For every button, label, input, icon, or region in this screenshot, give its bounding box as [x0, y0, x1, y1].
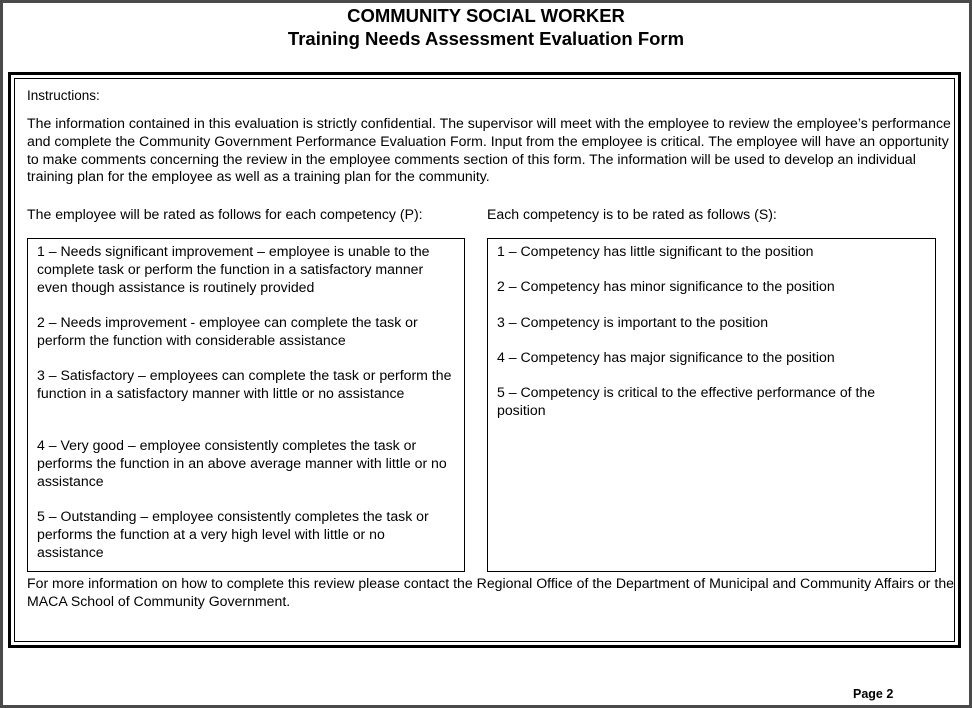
significance-scale-lead: Each competency is to be rated as follows (S):: [487, 206, 777, 222]
instructions-frame: [8, 72, 961, 648]
significance-rating-4: 4 – Competency has major significance to the position: [497, 349, 835, 365]
instructions-label: Instructions:: [27, 88, 100, 103]
significance-rating-box: [487, 238, 936, 572]
page-number: Page 2: [853, 687, 894, 701]
confidentiality-paragraph: The information contained in this evaluation is strictly confidential. The supervisor will meet with the employee to review the employee’s performance and complete the Community Government Performance Evaluation Form. Input from the employee is critical. The employee will have an opportunity to make comments concerning the review in the employee comments section of this form. The information will be used to develop an individual training plan for the employee as well as a training plan for the community.: [27, 115, 951, 185]
instructions-panel: [14, 78, 955, 642]
form-title: COMMUNITY SOCIAL WORKER: [347, 5, 625, 26]
performance-rating-2: 2 – Needs improvement - employee can complete the task or perform the function with considerable assistance: [37, 314, 418, 348]
significance-rating-5: 5 – Competency is critical to the effective performance of the position: [497, 384, 876, 418]
document-page: [3, 3, 969, 705]
performance-rating-1: 1 – Needs significant improvement – employee is unable to the complete task or perform the function in a satisfactory manner even though assistance is routinely provided: [37, 243, 430, 295]
form-subtitle: Training Needs Assessment Evaluation Form: [287, 28, 685, 49]
contact-info-paragraph: For more information on how to complete this review please contact the Regional Office of the Department of Municipal and Community Affairs or the MACA School of Community Government.: [27, 575, 954, 609]
significance-rating-1: 1 – Competency has little significant to the position: [497, 243, 814, 259]
performance-rating-5: 5 – Outstanding – employee consistently completes the task or performs the function at a very high level with little or no assistance: [37, 508, 429, 560]
performance-scale-lead: The employee will be rated as follows for each competency (P):: [27, 206, 423, 222]
significance-rating-2: 2 – Competency has minor significance to the position: [497, 278, 835, 294]
performance-rating-3: 3 – Satisfactory – employees can complete the task or perform the function in a satisfactory manner with little or no assistance: [37, 367, 452, 401]
performance-rating-box: [27, 238, 465, 572]
significance-rating-3: 3 – Competency is important to the position: [497, 314, 769, 330]
performance-rating-4: 4 – Very good – employee consistently completes the task or performs the function in an above average manner with little or no assistance: [37, 437, 447, 489]
